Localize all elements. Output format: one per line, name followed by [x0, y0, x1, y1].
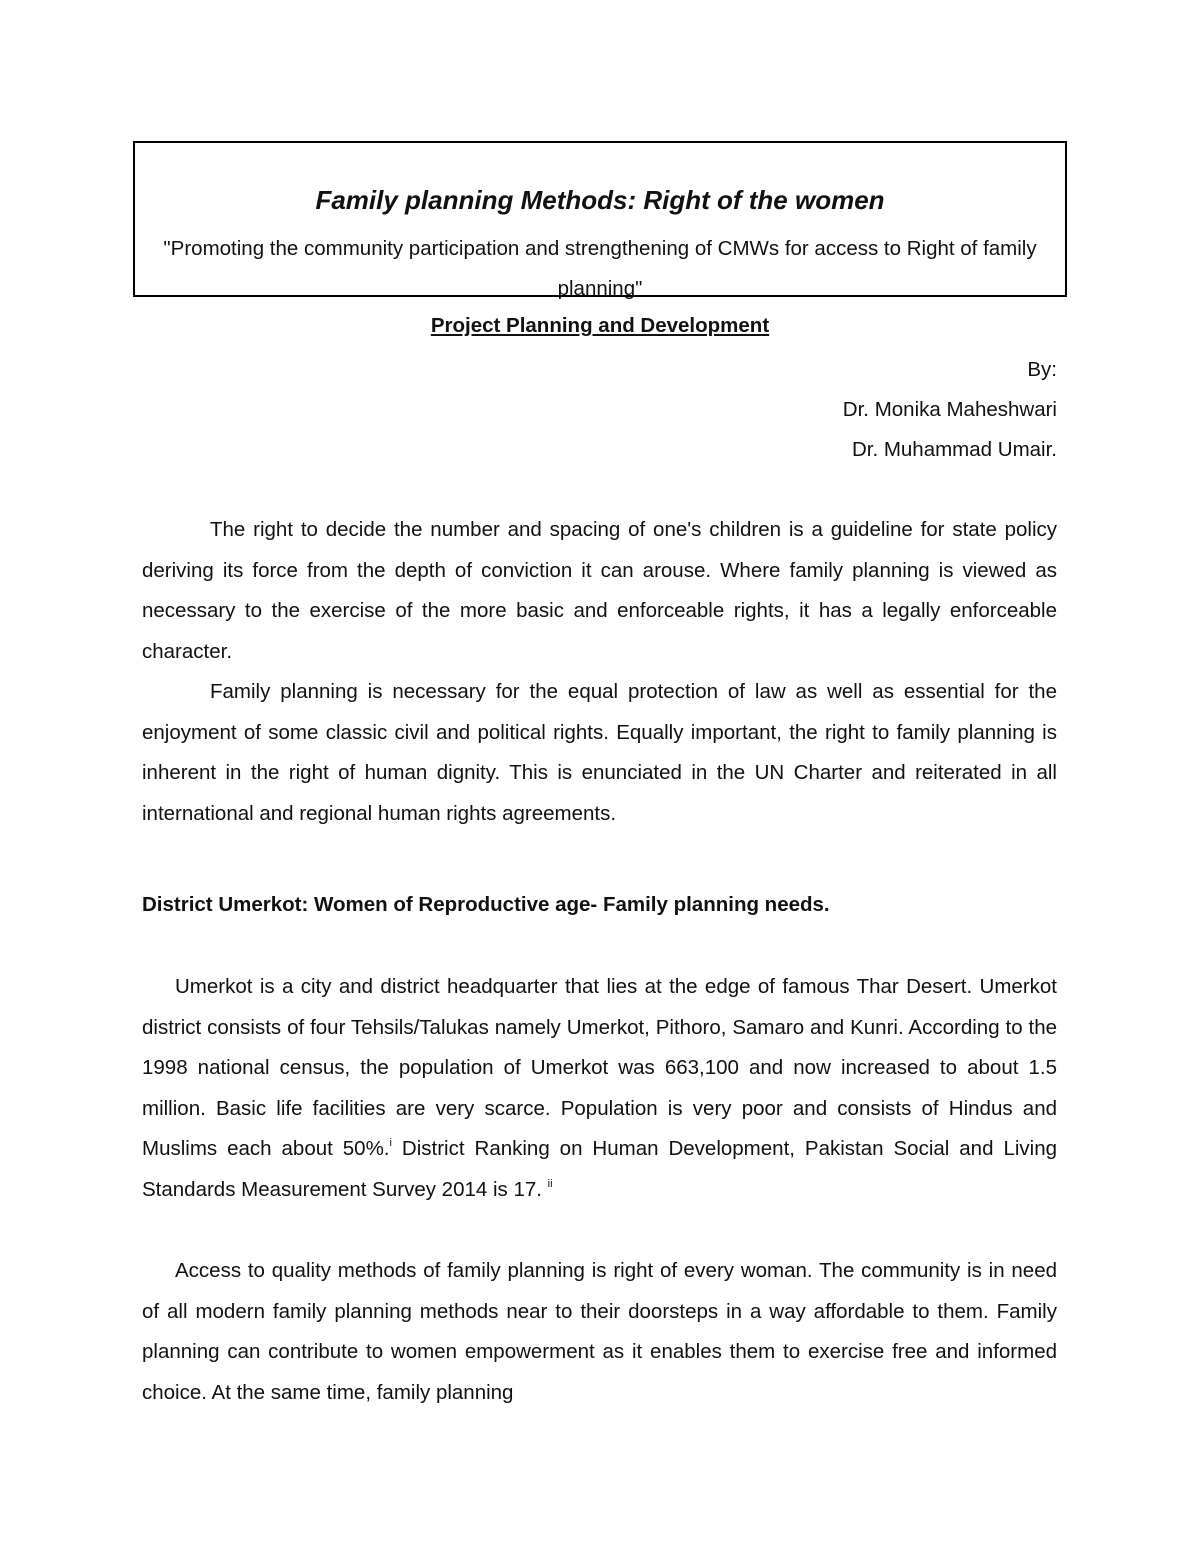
section-heading: Project Planning and Development [430, 314, 770, 337]
intro-paragraph: Family planning is necessary for the equal protection of law as well as essential for the enjoyment of some classic civil and political rights. Equally important, the right to family planning is inherent in the right of human dignity. This is enunciated in the UN Charter and reiterated in all international and regional human rights agreements. [142, 680, 1057, 825]
author-name: Dr. Muhammad Umair. [851, 438, 1057, 461]
district-paragraph-text: Umerkot is a city and district headquarter that lies at the edge of famous Thar Desert. Umerkot district consists of four Tehsils/Talukas namely Umerkot, Pithoro, Samaro and Kunri. According to the 1998 national census, the population of Umerkot was 663,100 and now increased to about 1.5 million. Basic life facilities are very scarce. Population is very poor and consists of Hindus and Muslims each about 50%. [142, 975, 1057, 1160]
authors-block [843, 350, 1057, 470]
access-paragraph: Access to quality methods of family planning is right of every woman. The community is in need of all modern family planning methods near to their doorsteps in a way affordable to them. Family planning can contribute to women empowerment as it enables them to exercise free and informed choice. At the same time, family planning [142, 1259, 1057, 1404]
footnote-marker[interactable]: ii [547, 1177, 553, 1190]
footnote-marker[interactable]: i [389, 1137, 392, 1149]
district-paragraph-text: District Ranking on Human Development, Pakistan Social and Living Standards Measurement Survey 2014 is 17. [142, 1137, 1058, 1201]
author-name: Dr. Monika Maheshwari [842, 398, 1057, 421]
document-title: Family planning Methods: Right of the women [315, 185, 885, 215]
document-subtitle: "Promoting the community participation and strengthening of CMWs for access to Right of family planning" [163, 237, 1037, 300]
district-heading: District Umerkot: Women of Reproductive age- Family planning needs. [142, 893, 830, 916]
by-label: By: [1027, 358, 1057, 381]
title-box [133, 141, 1067, 300]
intro-paragraph: The right to decide the number and spacing of one's children is a guideline for state policy deriving its force from the depth of conviction it can arouse. Where family planning is viewed as necessary to the exercise of the more basic and enforceable rights, it has a legally enforceable character. [142, 518, 1057, 663]
district-paragraph [142, 967, 1057, 1210]
